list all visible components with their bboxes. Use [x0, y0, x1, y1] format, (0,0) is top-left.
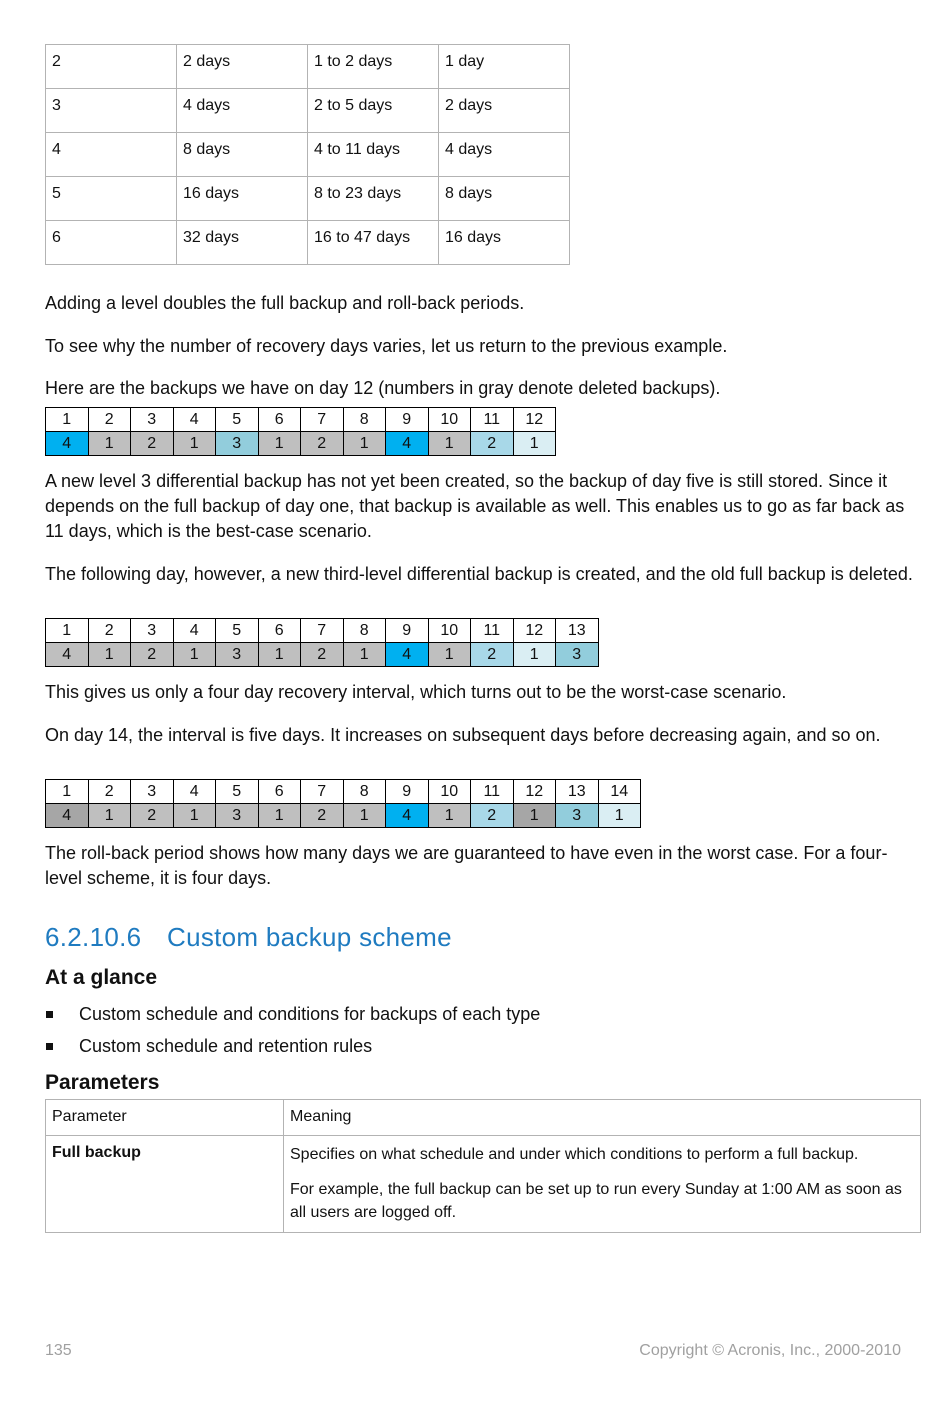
table-cell: 3 [46, 89, 177, 133]
day-cell: 12 [513, 780, 556, 804]
backup-grid-day-12 [45, 407, 556, 456]
table-cell: 16 days [177, 177, 308, 221]
table-row [46, 177, 570, 221]
day-cell: 1 [46, 780, 89, 804]
backup-level-cell: 3 [216, 804, 259, 828]
table-cell: 2 days [177, 45, 308, 89]
backup-level-cell: 2 [471, 432, 514, 456]
day-cell: 1 [46, 619, 89, 643]
table-cell: 1 day [439, 45, 570, 89]
paragraph-levels-double: Adding a level doubles the full backup and roll-back periods. [45, 293, 525, 313]
section-heading [45, 922, 452, 953]
day-cell: 7 [301, 780, 344, 804]
table-cell: 8 days [177, 133, 308, 177]
meaning-line-2: For example, the full backup can be set up to run every Sunday at 1:00 AM as soon as all users are logged off. [290, 1181, 902, 1221]
table-row [46, 45, 570, 89]
backup-level-cell: 1 [173, 804, 216, 828]
backup-level-cell: 2 [301, 643, 344, 667]
day-cell: 2 [88, 619, 131, 643]
day-cell: 6 [258, 619, 301, 643]
day-cell: 3 [131, 619, 174, 643]
meaning-line-1: Specifies on what schedule and under which conditions to perform a full backup. [290, 1146, 859, 1163]
backup-level-cell: 1 [88, 804, 131, 828]
backup-level-cell: 2 [301, 804, 344, 828]
day-cell: 9 [386, 408, 429, 432]
backup-level-cell: 4 [386, 432, 429, 456]
backup-level-cell: 4 [46, 804, 89, 828]
day-number-row [46, 619, 599, 643]
day-cell: 4 [173, 780, 216, 804]
backup-level-cell: 1 [258, 804, 301, 828]
backup-level-cell: 4 [386, 643, 429, 667]
day-cell: 4 [173, 619, 216, 643]
day-cell: 1 [46, 408, 89, 432]
table-row [46, 89, 570, 133]
day-cell: 8 [343, 780, 386, 804]
backup-level-cell: 3 [216, 643, 259, 667]
day-cell: 9 [386, 619, 429, 643]
day-cell: 3 [131, 780, 174, 804]
backup-level-cell: 2 [131, 643, 174, 667]
parameters-heading: Parameters [45, 1071, 160, 1094]
param-name-full-backup: Full backup [46, 1136, 284, 1233]
table-cell: 4 days [177, 89, 308, 133]
day-cell: 11 [471, 408, 514, 432]
day-cell: 6 [258, 780, 301, 804]
section-number: 6.2.10.6 [45, 922, 142, 952]
table-cell: 32 days [177, 221, 308, 265]
backup-level-cell: 2 [471, 804, 514, 828]
bullet-square-icon [46, 1011, 53, 1018]
table-row [46, 221, 570, 265]
backup-level-cell: 3 [556, 804, 599, 828]
levels-table [45, 44, 570, 265]
paragraph-day-14: On day 14, the interval is five days. It increases on subsequent days before decreasing again, and so on. [45, 725, 881, 745]
table-cell: 5 [46, 177, 177, 221]
section-title: Custom backup scheme [167, 922, 452, 952]
backup-level-cell: 1 [513, 432, 556, 456]
paragraph-worst-case: This gives us only a four day recovery interval, which turns out to be the worst-case scenario. [45, 682, 787, 702]
day-cell: 3 [131, 408, 174, 432]
backup-grid-day-13 [45, 618, 599, 667]
bullet-square-icon [46, 1043, 53, 1050]
paragraph-backups-day-12: Here are the backups we have on day 12 (numbers in gray denote deleted backups). [45, 378, 721, 398]
table-row [46, 1136, 921, 1233]
backup-level-cell: 2 [471, 643, 514, 667]
backup-level-cell: 2 [301, 432, 344, 456]
header-parameter: Parameter [46, 1100, 284, 1136]
copyright-text: Copyright © Acronis, Inc., 2000-2010 [639, 1342, 901, 1359]
day-cell: 8 [343, 619, 386, 643]
table-cell: 6 [46, 221, 177, 265]
backup-level-cell: 1 [513, 643, 556, 667]
day-cell: 10 [428, 780, 471, 804]
backup-level-cell: 3 [216, 432, 259, 456]
table-cell: 16 to 47 days [308, 221, 439, 265]
day-cell: 4 [173, 408, 216, 432]
backup-level-cell: 4 [46, 432, 89, 456]
day-cell: 9 [386, 780, 429, 804]
backup-level-cell: 1 [428, 643, 471, 667]
table-cell: 1 to 2 days [308, 45, 439, 89]
backup-level-cell: 2 [131, 432, 174, 456]
table-cell: 4 to 11 days [308, 133, 439, 177]
backup-level-cell: 1 [428, 432, 471, 456]
backup-level-cell: 3 [556, 643, 599, 667]
backup-level-cell: 1 [88, 432, 131, 456]
backup-level-cell: 1 [428, 804, 471, 828]
backup-level-cell: 1 [258, 432, 301, 456]
backup-level-row [46, 643, 599, 667]
page-number: 135 [45, 1342, 72, 1359]
day-cell: 12 [513, 619, 556, 643]
table-cell: 2 [46, 45, 177, 89]
table-cell: 4 [46, 133, 177, 177]
day-cell: 5 [216, 619, 259, 643]
day-cell: 12 [513, 408, 556, 432]
table-cell: 2 days [439, 89, 570, 133]
paragraph-recovery-varies: To see why the number of recovery days varies, let us return to the previous example. [45, 336, 728, 356]
parameters-table [45, 1099, 921, 1233]
day-cell: 7 [301, 619, 344, 643]
backup-level-cell: 1 [343, 804, 386, 828]
day-cell: 2 [88, 408, 131, 432]
day-cell: 11 [471, 780, 514, 804]
day-cell: 13 [556, 780, 599, 804]
paragraph-best-case: A new level 3 differential backup has not yet been created, so the backup of day five is still stored. Since it depends on the full backup of day one, that backup is available as well. This enables us to go as far back as 11 days, which is the best-case scenario. [45, 471, 905, 541]
day-cell: 6 [258, 408, 301, 432]
day-number-row [46, 780, 641, 804]
backup-grid-day-14 [45, 779, 641, 828]
table-cell: 8 to 23 days [308, 177, 439, 221]
paragraph-following-day: The following day, however, a new third-level differential backup is created, and the old full backup is deleted. [45, 564, 913, 584]
backup-level-cell: 1 [343, 643, 386, 667]
backup-level-cell: 4 [386, 804, 429, 828]
backup-level-row [46, 432, 556, 456]
backup-level-cell: 1 [598, 804, 641, 828]
day-cell: 13 [556, 619, 599, 643]
header-meaning: Meaning [284, 1100, 921, 1136]
day-number-row [46, 408, 556, 432]
backup-level-row [46, 804, 641, 828]
day-cell: 10 [428, 619, 471, 643]
day-cell: 5 [216, 408, 259, 432]
at-a-glance-heading: At a glance [45, 966, 158, 989]
table-cell: 2 to 5 days [308, 89, 439, 133]
day-cell: 2 [88, 780, 131, 804]
day-cell: 11 [471, 619, 514, 643]
backup-level-cell: 1 [258, 643, 301, 667]
table-cell: 4 days [439, 133, 570, 177]
table-header-row [46, 1100, 921, 1136]
paragraph-roll-back-period: The roll-back period shows how many days we are guaranteed to have even in the worst case. For a four-level scheme, it is four days. [45, 843, 888, 888]
backup-level-cell: 1 [343, 432, 386, 456]
table-row [46, 133, 570, 177]
day-cell: 8 [343, 408, 386, 432]
backup-level-cell: 1 [173, 643, 216, 667]
backup-level-cell: 1 [88, 643, 131, 667]
day-cell: 5 [216, 780, 259, 804]
backup-level-cell: 4 [46, 643, 89, 667]
backup-level-cell: 1 [513, 804, 556, 828]
backup-level-cell: 1 [173, 432, 216, 456]
backup-level-cell: 2 [131, 804, 174, 828]
day-cell: 10 [428, 408, 471, 432]
table-cell: 8 days [439, 177, 570, 221]
day-cell: 14 [598, 780, 641, 804]
table-cell: 16 days [439, 221, 570, 265]
day-cell: 7 [301, 408, 344, 432]
param-meaning-full-backup [284, 1136, 921, 1233]
